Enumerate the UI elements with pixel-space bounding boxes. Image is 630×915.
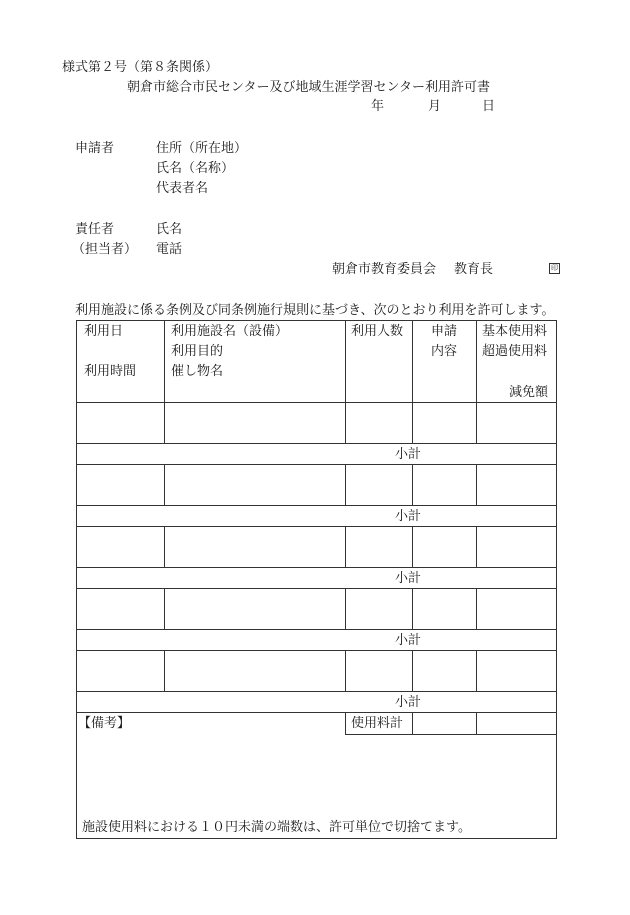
seal-mark: 印 [551,264,558,272]
applicant-name-label: 氏名（名称） [156,161,235,176]
header-time: 利用時間 [84,364,137,379]
responsible-phone-label: 電話 [156,242,183,257]
applicant-address-label: 住所（所在地） [156,141,248,156]
subtotal-label: 小計 [395,633,422,648]
responsible-name-label: 氏名 [156,222,183,237]
subtotal-label: 小計 [395,571,422,586]
permission-statement: 利用施設に係る条例及び同条例施行規則に基づき、次のとおり利用を許可します。 [75,303,555,318]
rounding-note: 施設使用料における１０円未満の端数は、許可単位で切捨てます。 [82,820,471,835]
applicant-representative-label: 代表者名 [156,181,209,196]
remarks-label: 【備考】 [78,716,131,731]
header-facility: 利用施設名（設備） [171,324,289,339]
subtotal-label: 小計 [395,447,422,462]
subtotal-label: 小計 [395,695,422,710]
responsible-sublabel: （担当者） [72,242,138,257]
issuer-organization: 朝倉市教育委員会 [332,262,437,277]
issuer-position: 教育長 [454,262,494,277]
header-request-2: 内容 [431,344,458,359]
header-purpose: 利用目的 [171,344,224,359]
header-discount: 減免額 [509,385,549,400]
header-event: 催し物名 [171,364,224,379]
header-base-fee: 基本使用料 [482,324,548,339]
header-date: 利用日 [84,324,124,339]
date-day: 日 [482,99,496,114]
responsible-label: 責任者 [75,222,115,237]
applicant-label: 申請者 [75,141,115,156]
date-year: 年 [371,99,385,114]
header-over-fee: 超過使用料 [482,344,548,359]
total-fee-label: 使用料計 [351,716,404,731]
header-request-1: 申請 [431,324,458,339]
header-people: 利用人数 [351,324,404,339]
form-number: 様式第２号（第８条関係） [62,60,219,75]
subtotal-label: 小計 [395,509,422,524]
date-month: 月 [428,99,442,114]
document-title: 朝倉市総合市民センター及び地域生涯学習センター利用許可書 [127,80,490,95]
